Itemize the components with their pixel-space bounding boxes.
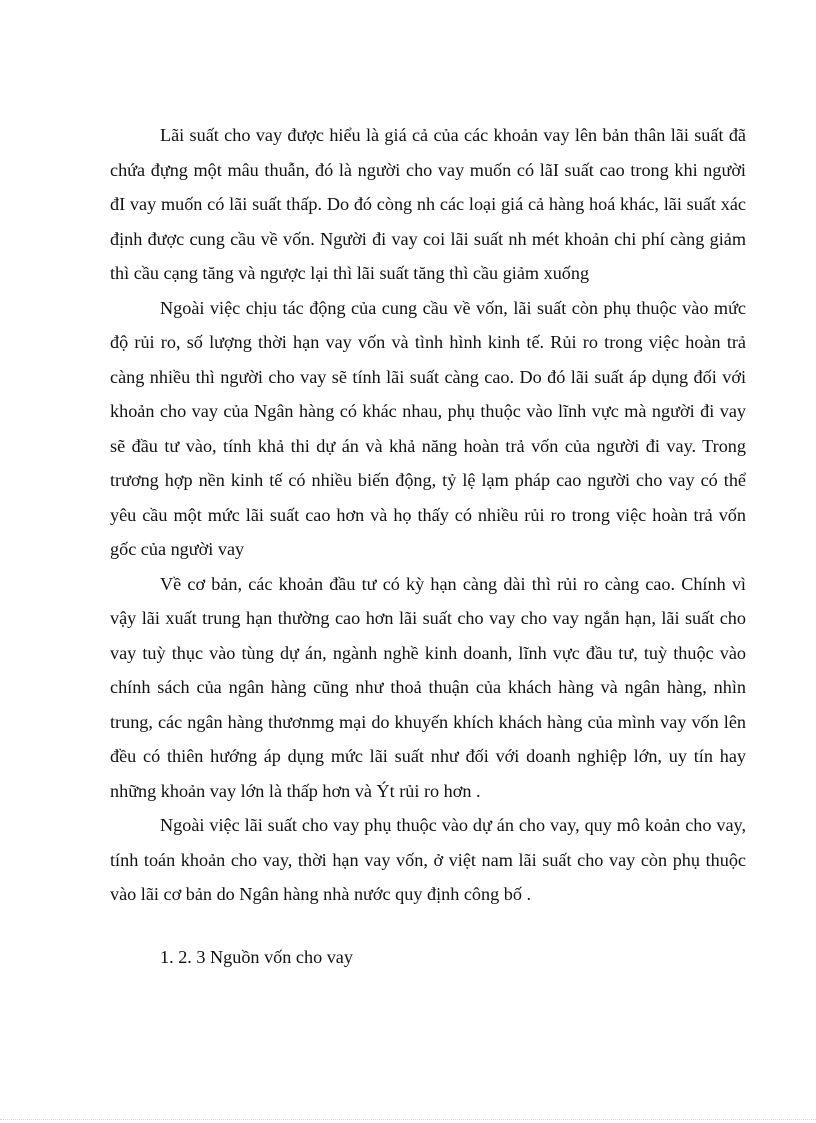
page-bottom-divider — [0, 1119, 816, 1120]
paragraph-risk-factors: Ngoài việc chịu tác động của cung cầu về vốn, lãi suất còn phụ thuộc vào mức độ rủi ro, số lượng thời hạn vay vốn và tình hình kinh tế. Rủi ro trong việc hoàn trả càng nhiều thì người cho vay sẽ tính lãi suất càng cao. Do đó lãi suất áp dụng đối với khoản cho vay của Ngân hàng có khác nhau, phụ thuộc vào lĩnh vực mà người đi vay sẽ đầu tư vào, tính khả thi dự án và khả năng hoàn trả vốn của người đi vay. Trong trương hợp nền kinh tế có nhiều biến động, tỷ lệ lạm pháp cao người cho vay có thể yêu cầu một mức lãi suất cao hơn và họ thấy có nhiều rủi ro trong việc hoàn trả vốn gốc của người vay — [110, 297, 746, 559]
body-text — [110, 118, 746, 912]
section-heading: 1. 2. 3 Nguồn vốn cho vay — [160, 947, 353, 967]
paragraph-base-rate: Ngoài việc lãi suất cho vay phụ thuộc vào dự án cho vay, quy mô koản cho vay, tính toán khoản cho vay, thời hạn vay vốn, ở việt nam lãi suất cho vay còn phụ thuộc vào lãi cơ bản do Ngân hàng nhà nước quy định công bố . — [110, 815, 746, 904]
paragraph-term-length: Về cơ bản, các khoản đầu tư có kỳ hạn càng dài thì rủi ro càng cao. Chính vì vậy lãi xuất trung hạn thường cao hơn lãi suất cho vay cho vay ngắn hạn, lãi suất cho vay tuỳ thục vào tùng dự án, ngành nghề kinh doanh, lĩnh vực đầu tư, tuỳ thuộc vào chính sách của ngân hàng cũng như thoả thuận của khách hàng và ngân hàng, nhìn trung, các ngân hàng thươnmg mại do khuyến khích khách hàng của mình vay vốn lên đều có thiên hướng áp dụng mức lãi suất như đối với doanh nghiệp lớn, uy tín hay những khoản vay lớn là thấp hơn và Ýt rủi ro hơn . — [110, 573, 746, 801]
paragraph-interest-rate-definition: Lãi suất cho vay được hiểu là giá cả của các khoản vay lên bản thân lãi suất đã chứa đựng một mâu thuẫn, đó là người cho vay muốn có lãI suất cao trong khi người đI vay muốn có lãi suất thấp. Do đó còng nh các loại giá cả hàng hoá khác, lãi suất xác định được cung cầu về vốn. Người đi vay coi lãi suất nh mét khoản chi phí càng giảm thì cầu cạng tăng và ngược lại thì lãi suất tăng thì cầu giảm xuống — [110, 125, 746, 283]
